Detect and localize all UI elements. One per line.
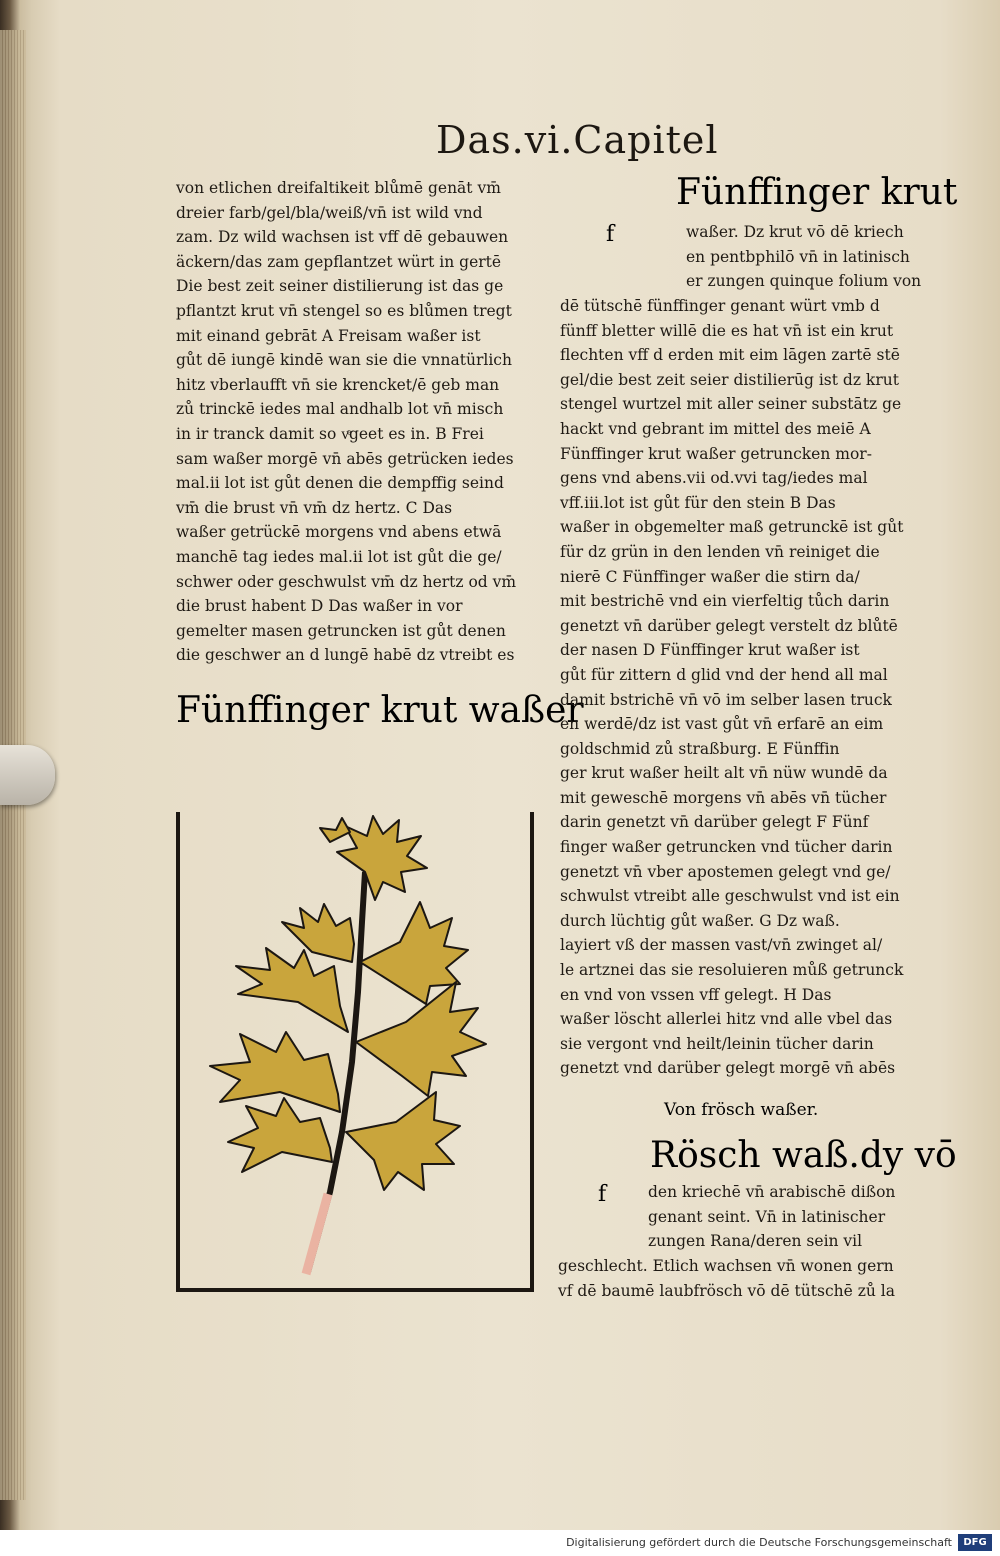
- text-line: sie vergont vnd heilt/leinin tücher darin: [560, 1034, 874, 1053]
- text-line: für dz grün in den lenden vn̄ reiniget die: [560, 542, 880, 561]
- text-line: Die best zeit seiner distilierung ist das ge: [176, 277, 504, 296]
- text-line: dē tütschē fünffinger genant würt vmb d: [560, 297, 880, 315]
- leaf-left-bottom: [228, 1098, 332, 1172]
- leaf-left-upper: [282, 904, 354, 962]
- subheading-froesch-wasser: Von frösch waßer.: [664, 1100, 819, 1120]
- text-line: genetzt vn̄ darüber gelegt verstelt dz blůtē: [560, 616, 898, 635]
- text-line: waßer löscht allerlei hitz vnd alle vbel das: [560, 1010, 893, 1029]
- leaf-left-middle: [236, 948, 348, 1032]
- text-line: geschlecht. Etlich wachsen vn̄ wonen gern: [558, 1257, 894, 1275]
- text-line: schwer oder geschwulst vm̄ dz hertz od vm̄: [176, 572, 517, 591]
- section-initial-f: f: [606, 222, 615, 247]
- text-line: die geschwer an d lungē habē dz vtreibt es: [176, 646, 515, 665]
- text-line: stengel wurtzel mit aller seiner substātz ge: [560, 395, 902, 414]
- text-line: der nasen D Fünffinger krut waßer ist: [560, 641, 860, 660]
- text-line: pflantzt krut vn̄ stengel so es blůmen tregt: [176, 301, 512, 320]
- text-line: er zungen quinque folium von: [686, 272, 922, 291]
- left-column: [176, 176, 541, 668]
- text-line: finger waßer getruncken vnd tücher darin: [560, 838, 893, 857]
- text-line: flechten vff d erden mit eim lāgen zartē stē: [560, 346, 900, 365]
- running-head: Das.vi.Capitel: [436, 118, 719, 162]
- text-line: ger krut waßer heilt alt vn̄ nüw wundē da: [560, 764, 888, 783]
- text-line: vf dē baumē laubfrösch vō dē tütschē zů la: [558, 1281, 895, 1300]
- heading-fuenffinger-krut: Fünffinger krut: [676, 172, 958, 213]
- text-line: gens vnd abens.vii od.vvi tag/iedes mal: [560, 469, 868, 488]
- text-line: goldschmid zů straßburg. E Fünffin: [560, 739, 840, 758]
- text-line: zungen Rana/deren sein vil: [648, 1232, 863, 1251]
- text-line: vff.iii.lot ist gůt für den stein B Das: [560, 493, 836, 512]
- text-line: mit bestrichē vnd ein vierfeltig tůch darin: [560, 592, 890, 611]
- right-column: [560, 294, 903, 1081]
- woodcut-plant-illustration: [180, 812, 530, 1292]
- text-line: mit geweschē morgens vn̄ abēs vn̄ tücher: [560, 788, 887, 807]
- text-line: in ir tranck damit so vͤgeet es in. B Frei: [176, 424, 484, 443]
- text-line: mal.ii lot ist gůt denen die dempffig seind: [176, 474, 504, 493]
- text-line: zů trinckē iedes mal andhalb lot vn̄ misch: [176, 400, 504, 419]
- text-line: en werdē/dz ist vast gůt vn̄ erfarē an eim: [560, 715, 884, 734]
- text-line: genetzt vn̄ vber apostemen gelegt vnd ge/: [560, 862, 891, 881]
- text-line: darin genetzt vn̄ darüber gelegt F Fünf: [560, 813, 869, 832]
- text-line: mit einand gebrāt A Freisam waßer ist: [176, 326, 481, 345]
- flower-head: [337, 816, 427, 900]
- text-line: gel/die best zeit seier distilierūg ist dz krut: [560, 370, 899, 389]
- section-initial-f: f: [598, 1182, 607, 1207]
- text-line: le artznei das sie resoluieren můß getrunck: [560, 961, 904, 980]
- text-line: damit bstrichē vn̄ vō im selber lasen truck: [560, 690, 892, 709]
- woodcut-frame: [176, 812, 534, 1292]
- heading-roesch-wasser: Rösch waß.dy vō: [650, 1135, 957, 1176]
- text-line: gůt für zittern d glid vnd der hend all mal: [560, 665, 888, 684]
- text-line: schwulst vtreibt alle geschwulst vnd ist ein: [560, 887, 900, 906]
- heading-fuenffinger-waßer: Fünffinger krut waßer: [176, 690, 584, 731]
- right-column-intro: [686, 220, 921, 294]
- text-line: äckern/das zam gepflantzet würt in gertē: [176, 252, 502, 271]
- text-line: die brust habent D Das waßer in vor: [176, 597, 463, 616]
- text-line: en pentbphilō vn̄ in latinisch: [686, 247, 910, 266]
- text-line: hitz vberlaufft vn̄ sie krencket/ē geb man: [176, 375, 500, 394]
- text-line: fünff bletter willē die es hat vn̄ ist ein krut: [560, 321, 894, 340]
- text-line: en vnd von vssen vff gelegt. H Das: [560, 985, 832, 1004]
- text-line: von etlichen dreifaltikeit blůmē genāt vm̄: [176, 179, 501, 197]
- text-line: genetzt vnd darüber gelegt morgē vn̄ abēs: [560, 1059, 896, 1078]
- plant-root: [306, 1194, 328, 1274]
- text-line: dreier farb/gel/bla/weiß/vn̄ ist wild vnd: [176, 203, 483, 222]
- flower-bud: [320, 818, 350, 842]
- text-line: durch lüchtig gůt waßer. G Dz waß.: [560, 911, 840, 930]
- dfg-logo: DFG: [958, 1534, 992, 1551]
- text-line: zam. Dz wild wachsen ist vff dē gebauwen: [176, 228, 509, 247]
- text-line: hackt vnd gebrant im mittel des meiē A: [560, 419, 871, 438]
- roesch-intro: [648, 1180, 895, 1254]
- text-line: manchē tag iedes mal.ii lot ist gůt die ge/: [176, 547, 502, 566]
- text-line: waßer in obgemelter maß getrunckē ist gůt: [560, 518, 904, 537]
- text-line: vm̄ die brust vn̄ vm̄ dz hertz. C Das: [176, 498, 453, 517]
- text-line: genant seint. Vn̄ in latinischer: [648, 1207, 886, 1226]
- footer-credit: Digitalisierung gefördert durch die Deutsche Forschungsgemeinschaft: [566, 1536, 952, 1549]
- text-line: waßer getrückē morgens vnd abens etwā: [176, 523, 502, 542]
- page-clip: [0, 745, 55, 805]
- digitization-footer: [0, 1530, 1000, 1556]
- text-line: nierē C Fünffinger waßer die stirn da/: [560, 567, 860, 586]
- leaf-right-lower: [346, 1092, 460, 1190]
- text-line: gemelter masen getruncken ist gůt denen: [176, 621, 506, 640]
- text-line: sam waßer morgē vn̄ abēs getrücken iedes: [176, 449, 514, 468]
- text-line: gůt dē iungē kindē wan sie die vnnatürlich: [176, 351, 512, 370]
- text-line: layiert vß der massen vast/vn̄ zwinget al/: [560, 936, 883, 955]
- roesch-body: [558, 1254, 895, 1303]
- text-line: Fünffinger krut waßer getruncken mor-: [560, 444, 872, 463]
- leaf-left-lower: [210, 1032, 340, 1112]
- text-line: den kriechē vn̄ arabischē dißon: [648, 1183, 896, 1201]
- text-line: waßer. Dz krut vō dē kriech: [686, 223, 904, 241]
